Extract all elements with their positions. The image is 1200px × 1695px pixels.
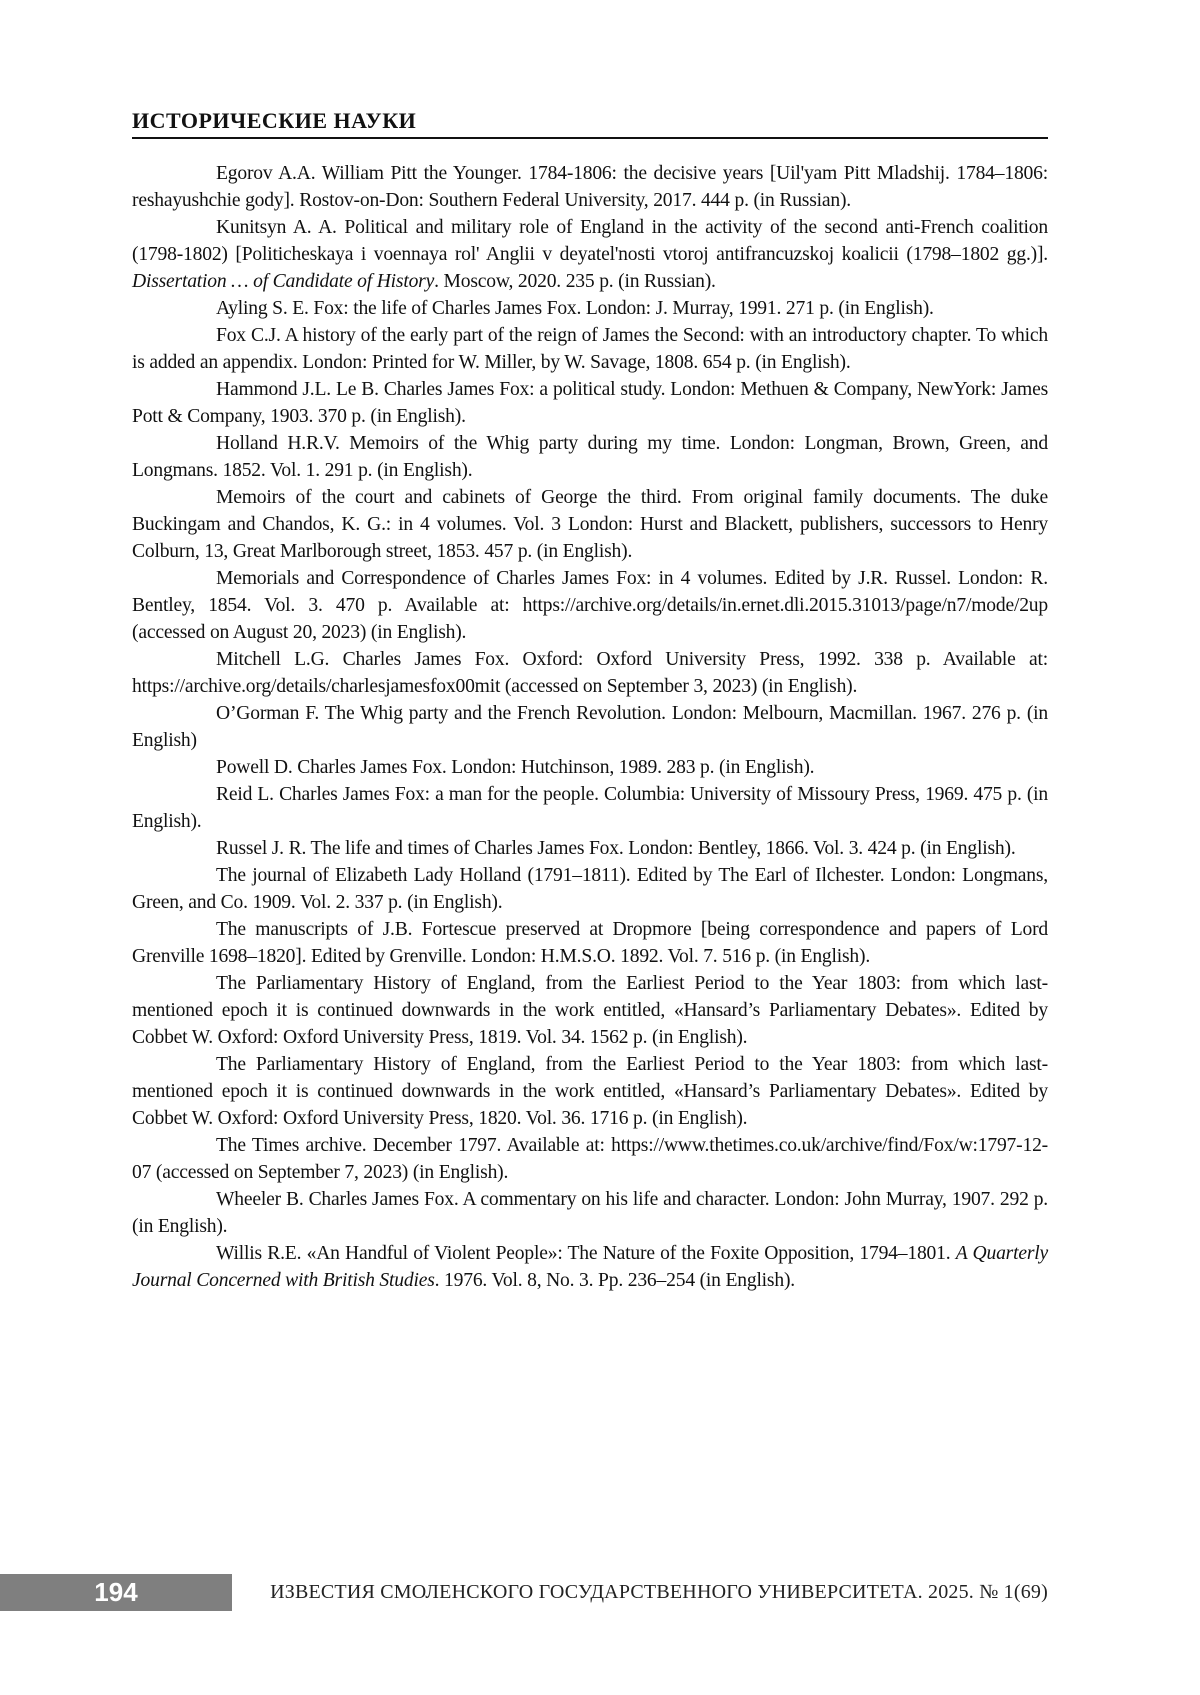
reference-list [132, 160, 1048, 1294]
reference-item [132, 214, 1048, 295]
reference-text: Willis R.E. «An Handful of Violent People»: The Nature of the Foxite Opposition, 1794–1801. [216, 1243, 956, 1264]
reference-item: Russel J. R. The life and times of Charles James Fox. London: Bentley, 1866. Vol. 3. 424 p. (in English). [216, 838, 1016, 859]
reference-item: Memorials and Correspondence of Charles James Fox: in 4 volumes. Edited by J.R. Russel. London: R. Bentley, 1854. Vol. 3. 470 p. Available at: https://archive.org/details/in.ernet.dli.2015.31013/page/n7/mode/2up (accessed on August 20, 2023) (in English). [132, 568, 1048, 643]
reference-item: Powell D. Charles James Fox. London: Hutchinson, 1989. 283 p. (in English). [216, 757, 815, 778]
reference-item: Reid L. Charles James Fox: a man for the people. Columbia: University of Missoury Press, 1969. 475 p. (in English). [132, 784, 1048, 832]
reference-item: The Parliamentary History of England, from the Earliest Period to the Year 1803: from which last-mentioned epoch it is continued downwards in the work entitled, «Hansard’s Parliamentary Debates». Edited by Cobbet W. Oxford: Oxford University Press, 1819. Vol. 34. 1562 p. (in English). [132, 973, 1048, 1048]
reference-item: Fox C.J. A history of the early part of the reign of James the Second: with an introductory chapter. To which is added an appendix. London: Printed for W. Miller, by W. Savage, 1808. 654 p. (in English). [132, 325, 1048, 373]
section-title: ИСТОРИЧЕСКИЕ НАУКИ [132, 108, 417, 133]
reference-item: The Parliamentary History of England, from the Earliest Period to the Year 1803: from which last-mentioned epoch it is continued downwards in the work entitled, «Hansard’s Parliamentary Debates». Edited by Cobbet W. Oxford: Oxford University Press, 1820. Vol. 36. 1716 p. (in English). [132, 1054, 1048, 1129]
reference-item: Holland H.R.V. Memoirs of the Whig party during my time. London: Longman, Brown, Green, and Longmans. 1852. Vol. 1. 291 p. (in English). [132, 433, 1048, 481]
reference-item: Ayling S. E. Fox: the life of Charles James Fox. London: J. Murray, 1991. 271 p. (in English). [216, 298, 934, 319]
reference-item: The journal of Elizabeth Lady Holland (1791–1811). Edited by The Earl of Ilchester. London: Longmans, Green, and Co. 1909. Vol. 2. 337 p. (in English). [132, 865, 1048, 913]
reference-text: Kunitsyn A. A. Political and military role of England in the activity of the second anti-French coalition (1798-1802) [Politicheskaya i voennaya rol' Anglii v deyatel'nosti vtoroj antifrancuzskoj koalicii (1798–1802 gg.)]. [132, 217, 1048, 265]
reference-item: Hammond J.L. Le B. Charles James Fox: a political study. London: Methuen & Company, NewYork: James Pott & Company, 1903. 370 p. (in English). [132, 379, 1048, 427]
reference-item: Memoirs of the court and cabinets of George the third. From original family documents. The duke Buckingam and Chandos, K. G.: in 4 volumes. Vol. 3 London: Hurst and Blackett, publishers, successors to Henry Colburn, 13, Great Marlborough street, 1853. 457 p. (in English). [132, 487, 1048, 562]
reference-italic-title: A Quarterly Journal Concerned with British Studies [132, 1243, 1048, 1291]
reference-italic-title: Dissertation … of Candidate of History [132, 271, 435, 292]
reference-item: Wheeler B. Charles James Fox. A commentary on his life and character. London: John Murray, 1907. 292 p. (in English). [132, 1189, 1048, 1237]
reference-text: . Moscow, 2020. 235 p. (in Russian). [434, 271, 716, 292]
reference-item: The Times archive. December 1797. Available at: https://www.thetimes.co.uk/archive/find/Fox/w:1797-12-07 (accessed on September 7, 2023) (in English). [132, 1135, 1048, 1183]
reference-item: Egorov A.A. William Pitt the Younger. 1784-1806: the decisive years [Uil'yam Pitt Mladshij. 1784–1806: reshayushchie gody]. Rostov-on-Don: Southern Federal University, 2017. 444 p. (in Russian). [132, 163, 1048, 211]
reference-item: The manuscripts of J.B. Fortescue preserved at Dropmore [being correspondence and papers of Lord Grenville 1698–1820]. Edited by Grenville. London: H.M.S.O. 1892. Vol. 7. 516 p. (in English). [132, 919, 1048, 967]
running-header [132, 108, 1048, 139]
reference-text: . 1976. Vol. 8, No. 3. Pp. 236–254 (in English). [434, 1270, 795, 1291]
reference-item [132, 1240, 1048, 1294]
page-number: 194 [0, 1574, 232, 1611]
journal-footer: ИЗВЕСТИЯ СМОЛЕНСКОГО ГОСУДАРСТВЕННОГО УНИВЕРСИТЕТА. 2025. № 1(69) [270, 1581, 1048, 1603]
reference-item: Mitchell L.G. Charles James Fox. Oxford: Oxford University Press, 1992. 338 p. Available at: https://archive.org/details/charlesjamesfox00mit (accessed on September 3, 2023) (in English). [132, 649, 1048, 697]
reference-item: O’Gorman F. The Whig party and the French Revolution. London: Melbourn, Macmillan. 1967. 276 p. (in English) [132, 703, 1048, 751]
